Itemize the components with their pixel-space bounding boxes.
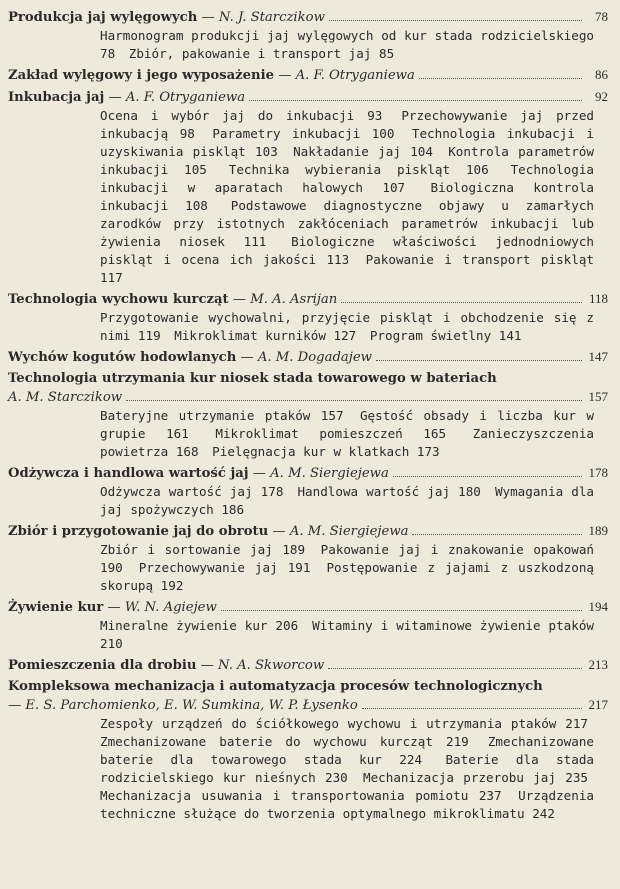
subtopic-item	[297, 484, 480, 499]
entry-author: A. F. Otryganiewa	[125, 90, 246, 105]
entry-page-number: 92	[595, 89, 608, 104]
subtopic-text: Technologia inkubacji w aparatach halowych	[100, 162, 594, 195]
subtopic-text: Handlowa wartość jaj	[297, 484, 459, 499]
subtopic-text: Gęstość obsady i liczba kur w grupie	[100, 408, 594, 441]
subtopic-item	[363, 770, 588, 785]
entry-author: N. J. Starczikow	[218, 10, 325, 25]
subtopic-item	[139, 560, 311, 575]
entry-page-number: 157	[588, 389, 608, 404]
subtopic-text: Bateryjne utrzymanie ptaków	[100, 408, 321, 423]
subtopic-page: 189	[282, 542, 306, 557]
subtopic-text: Przechowywanie jaj przed inkubacją	[100, 108, 594, 141]
subtopic-text: Podstawowe diagnostyczne objawy u zamarłych zarodków przy istotnych zakłóceniach parametrów inkubacji lub żywienia niosek	[100, 198, 594, 249]
entry-title: Zakład wylęgowy i jego wyposażenie	[8, 68, 275, 83]
toc-entry	[8, 522, 608, 595]
subtopic-text: Pakowanie jaj i znakowanie opakowań	[320, 542, 594, 557]
subtopic-text: Mineralne żywienie kur	[100, 618, 276, 633]
subtopic-text: Odżywcza wartość jaj	[100, 484, 261, 499]
entry-subtopics	[8, 483, 608, 519]
subtopic-page: 117	[100, 270, 123, 285]
subtopic-page: 210	[100, 636, 123, 651]
subtopic-page: 104	[410, 144, 433, 159]
entry-head-line	[8, 88, 608, 107]
subtopic-text: Biologiczne właściwości jednodniowych piskląt i ocena ich jakości	[100, 234, 594, 267]
entry-head-line	[8, 388, 608, 407]
subtopic-text: Pielęgnacja kur w klatkach	[212, 444, 417, 459]
subtopic-text: Zmechanizowane baterie do wychowu kurcząt	[100, 734, 446, 749]
entry-separator: —	[197, 10, 219, 25]
subtopic-text: Mechanizacja przerobu jaj	[363, 770, 566, 785]
entry-head-line	[8, 656, 608, 675]
subtopic-item	[100, 542, 305, 557]
entry-title: Kompleksowa mechanizacja i automatyzacja procesów technologicznych	[8, 679, 543, 694]
subtopic-item	[215, 426, 446, 441]
subtopic-page: 98	[179, 126, 195, 141]
subtopic-page: 224	[399, 752, 423, 767]
leader-dots	[341, 302, 582, 303]
subtopic-text: Pakowanie i transport piskląt	[365, 252, 594, 267]
subtopic-text: Parametry inkubacji	[212, 126, 372, 141]
entry-head-line	[8, 290, 608, 309]
toc-entry	[8, 464, 608, 519]
entry-title: Produkcja jaj wylęgowych	[8, 10, 198, 25]
subtopic-page: 230	[324, 770, 348, 785]
entry-page-number: 217	[588, 697, 608, 712]
entry-author: A. M. Starczikow	[8, 390, 123, 405]
subtopic-page: 242	[532, 806, 555, 821]
subtopic-page: 119	[137, 328, 161, 343]
subtopic-page: 168	[175, 444, 199, 459]
subtopic-item	[129, 46, 394, 61]
entry-author: A. M. Siergiejewa	[270, 466, 389, 481]
entry-title: Wychów kogutów hodowlanych	[8, 350, 237, 365]
subtopic-page: 141	[498, 328, 522, 343]
subtopic-item	[229, 162, 489, 177]
subtopic-page: 165	[423, 426, 447, 441]
entry-separator: —	[268, 524, 290, 539]
subtopic-text: Biologiczna kontrola inkubacji	[100, 180, 594, 213]
subtopic-text: Ocena i wybór jaj do inkubacji	[100, 108, 368, 123]
subtopic-text: Przechowywanie jaj	[138, 560, 288, 575]
entry-page-number: 118	[588, 291, 608, 306]
subtopic-page: 217	[565, 716, 588, 731]
subtopic-page: 161	[166, 426, 189, 441]
subtopic-page: 78	[100, 46, 116, 61]
subtopic-text: Mikroklimat kurników	[174, 328, 334, 343]
entry-head-line	[8, 696, 608, 715]
entry-separator: —	[236, 350, 258, 365]
subtopic-text: Zbiór i sortowanie jaj	[100, 542, 283, 557]
entry-separator: —	[228, 292, 251, 307]
entry-page-number: 194	[588, 599, 608, 614]
entry-title: Pomieszczenia dla drobiu	[8, 658, 197, 673]
leader-dots	[412, 534, 582, 535]
entry-title: Technologia utrzymania kur niosek stada towarowego w bateriach	[8, 371, 497, 386]
subtopic-page: 237	[478, 788, 502, 803]
leader-dots	[362, 708, 582, 709]
toc-entry	[8, 348, 608, 367]
subtopic-page: 180	[458, 484, 481, 499]
subtopic-item	[100, 734, 469, 749]
subtopic-text: Zanieczyszczenia powietrza	[100, 426, 594, 459]
subtopic-text: Zmechanizowane baterie dla towarowego stada kur	[100, 734, 594, 767]
entry-subtopics	[8, 617, 608, 653]
entry-subtopics	[8, 541, 608, 595]
entry-head-line	[8, 464, 608, 483]
entry-page-number: 189	[588, 523, 608, 538]
subtopic-page: 85	[378, 46, 395, 61]
subtopic-page: 93	[367, 108, 383, 123]
subtopic-page: 173	[416, 444, 440, 459]
subtopic-text: Program świetlny	[369, 328, 499, 343]
entry-subtopics	[8, 309, 608, 345]
entry-head-line	[8, 8, 608, 27]
toc-entry	[8, 66, 608, 85]
subtopic-text: Urządzenia techniczne służące do tworzenia optymalnego mikroklimatu	[100, 788, 594, 821]
entry-author: M. A. Asrijan	[250, 292, 338, 307]
toc-entry	[8, 88, 608, 287]
entry-separator: —	[248, 466, 271, 481]
entry-head-line	[8, 522, 608, 541]
entry-subtopics	[8, 27, 608, 63]
subtopic-item	[100, 408, 344, 423]
subtopic-page: 186	[221, 502, 245, 517]
subtopic-page: 157	[320, 408, 344, 423]
leader-dots	[126, 400, 582, 401]
entry-subtopics	[8, 407, 608, 461]
subtopic-text: Technologia inkubacji i uzyskiwania piskląt	[100, 126, 594, 159]
subtopic-item	[212, 444, 439, 459]
subtopic-text: Baterie dla stada rodzicielskiego kur nieśnych	[100, 752, 594, 785]
entry-page-number: 213	[588, 657, 608, 672]
entry-separator: —	[8, 698, 26, 713]
leader-dots	[376, 360, 582, 361]
entry-author: E. S. Parchomienko, E. W. Sumkina, W. P. Łysenko	[25, 698, 358, 713]
leader-dots	[393, 476, 582, 477]
subtopic-page: 235	[565, 770, 588, 785]
entry-subtopics	[8, 107, 608, 287]
subtopic-text: Harmonogram produkcji jaj wylęgowych od kur stada rodzicielskiego	[100, 28, 594, 43]
entry-separator: —	[274, 68, 296, 83]
entry-title: Żywienie kur	[8, 600, 104, 615]
subtopic-item	[370, 328, 522, 343]
subtopic-item	[100, 618, 298, 633]
toc-entry	[8, 598, 608, 653]
entry-author: N. A. Skworcow	[218, 658, 325, 673]
subtopic-item	[100, 484, 283, 499]
subtopic-item	[100, 108, 382, 123]
subtopic-page: 113	[326, 252, 350, 267]
entry-author: A. M. Dogadajew	[257, 350, 372, 365]
entry-page-number: 178	[588, 465, 608, 480]
leader-dots	[328, 668, 582, 669]
leader-dots	[249, 100, 582, 101]
entry-separator: —	[103, 600, 125, 615]
subtopic-page: 111	[243, 234, 267, 249]
entry-head-line	[8, 66, 608, 85]
subtopic-page: 106	[465, 162, 489, 177]
subtopic-page: 191	[287, 560, 311, 575]
entry-page-number: 147	[588, 349, 608, 364]
subtopic-text: Wymagania dla jaj spożywczych	[100, 484, 594, 517]
toc-entry	[8, 656, 608, 675]
subtopic-page: 190	[100, 560, 123, 575]
subtopic-text: Mikroklimat pomieszczeń	[215, 426, 424, 441]
subtopic-text: Nakładanie jaj	[293, 144, 411, 159]
leader-dots	[221, 610, 582, 611]
toc-entry	[8, 678, 608, 823]
entry-title: Technologia wychowu kurcząt	[8, 292, 229, 307]
entry-author: W. N. Agiejew	[124, 600, 217, 615]
subtopic-text: Zespoły urządzeń do ściółkowego wychowu i utrzymania ptaków	[100, 716, 566, 731]
subtopic-item	[100, 716, 588, 731]
entry-separator: —	[104, 90, 126, 105]
subtopic-text: Zbiór, pakowanie i transport jaj	[128, 46, 379, 61]
leader-dots	[419, 78, 582, 79]
subtopic-text: Witaminy i witaminowe żywienie ptaków	[312, 618, 595, 633]
subtopic-item	[174, 328, 356, 343]
entry-title: Zbiór i przygotowanie jaj do obrotu	[8, 524, 269, 539]
subtopic-item	[293, 144, 433, 159]
entry-separator: —	[196, 658, 218, 673]
subtopic-item	[100, 788, 502, 803]
subtopic-text: Technika wybierania piskląt	[228, 162, 466, 177]
entry-head-line	[8, 348, 608, 367]
subtopic-page: 103	[255, 144, 278, 159]
subtopic-page: 108	[185, 198, 208, 213]
subtopic-text: Mechanizacja usuwania i transportowania pomiotu	[100, 788, 479, 803]
entry-page-number: 78	[595, 9, 608, 24]
subtopic-item	[212, 126, 394, 141]
entry-title: Inkubacja jaj	[8, 90, 105, 105]
entry-subtopics	[8, 715, 608, 823]
subtopic-page: 127	[333, 328, 357, 343]
subtopic-page: 105	[184, 162, 207, 177]
subtopic-text: Postępowanie z jajami z uszkodzoną skorupą	[100, 560, 594, 593]
entry-title: Odżywcza i handlowa wartość jaj	[8, 466, 249, 481]
subtopic-text: Przygotowanie wychowalni, przyjęcie piskląt i obchodzenie się z nimi	[100, 310, 594, 343]
entry-author: A. M. Siergiejewa	[289, 524, 409, 539]
subtopic-page: 219	[446, 734, 469, 749]
toc-entry	[8, 370, 608, 461]
entry-author: A. F. Otryganiewa	[295, 68, 415, 83]
subtopic-text: Kontrola parametrów inkubacji	[100, 144, 594, 177]
subtopic-page: 178	[260, 484, 284, 499]
toc-entry	[8, 8, 608, 63]
entry-head-line	[8, 598, 608, 617]
entry-page-number: 86	[595, 67, 608, 82]
subtopic-page: 206	[275, 618, 299, 633]
subtopic-page: 192	[160, 578, 184, 593]
subtopic-page: 100	[371, 126, 395, 141]
leader-dots	[329, 20, 582, 21]
subtopic-page: 107	[382, 180, 406, 195]
toc-entry	[8, 290, 608, 345]
